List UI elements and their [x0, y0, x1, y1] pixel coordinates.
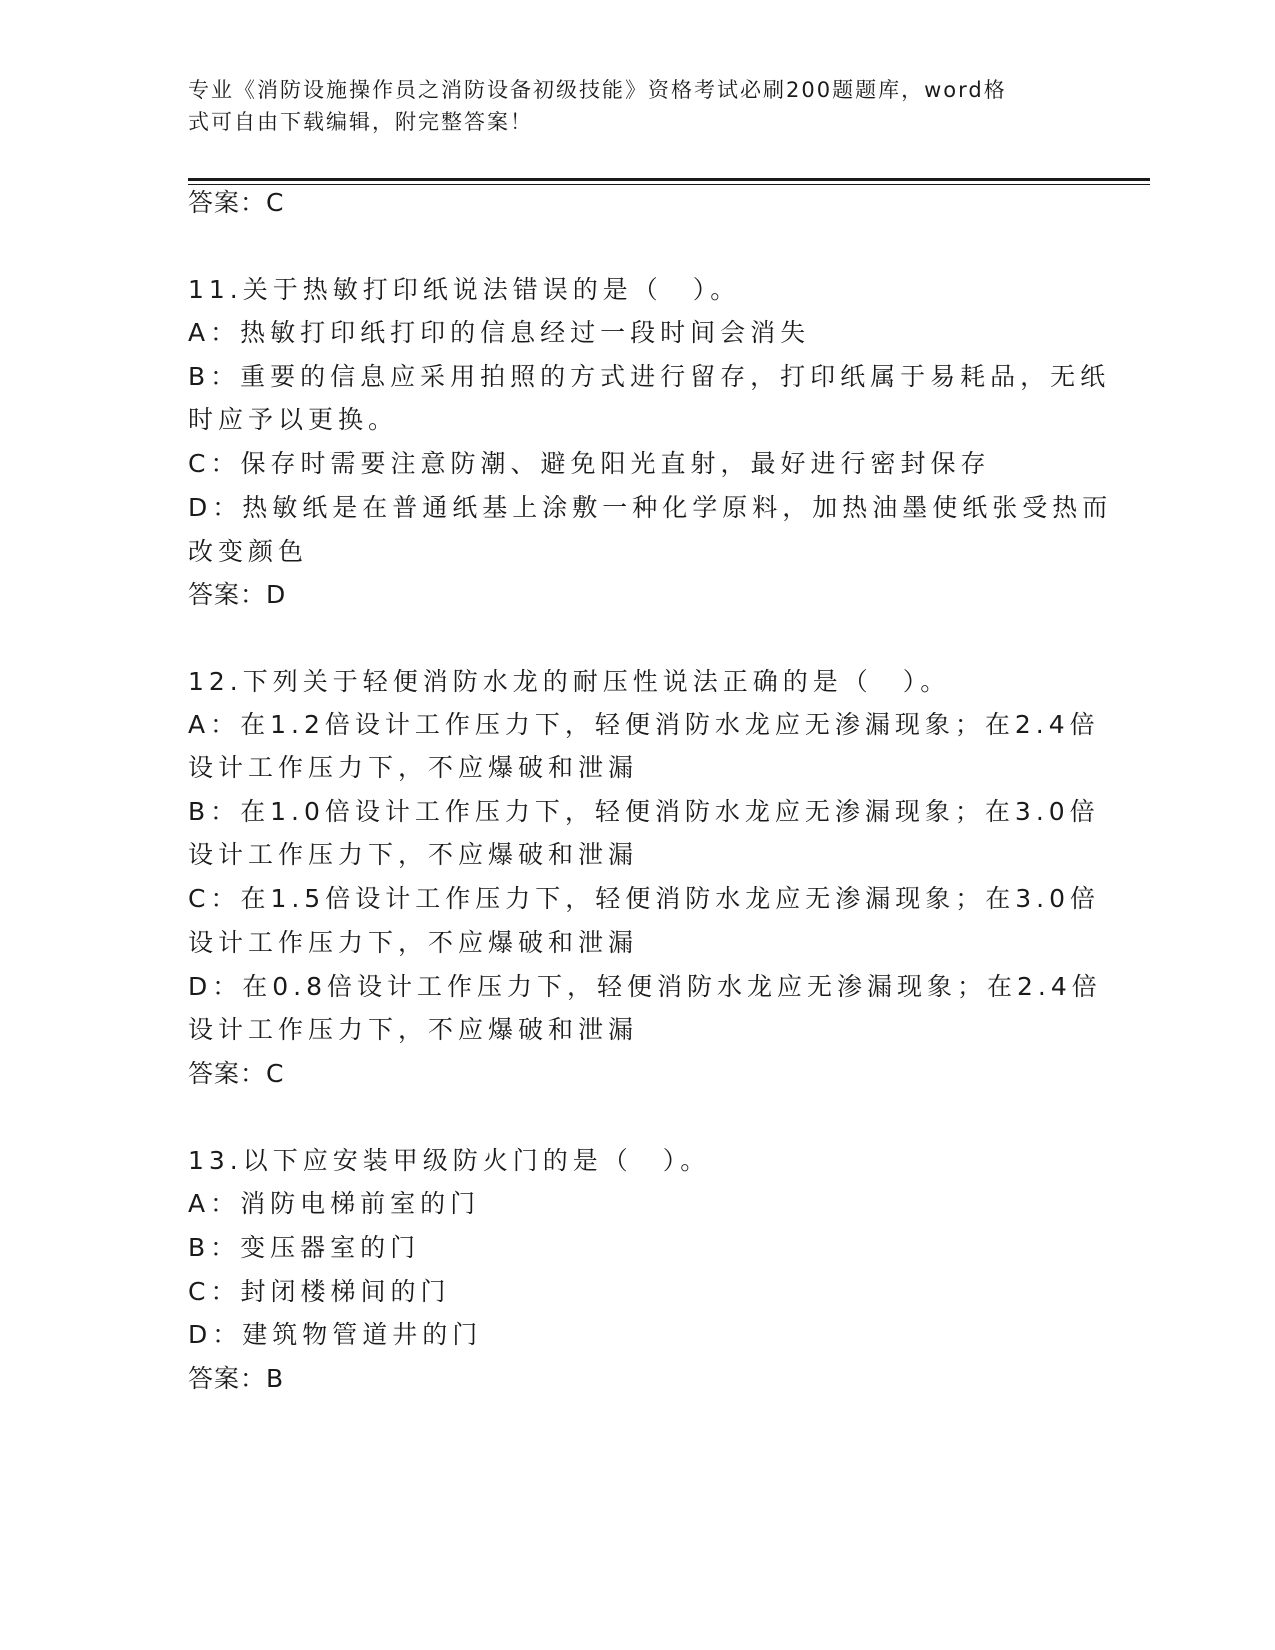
question-12-option-a-line-2: 设计工作压力下，不应爆破和泄漏	[188, 753, 639, 782]
question-11-option-d-line-2: 改变颜色	[188, 537, 309, 566]
document-header	[188, 74, 1058, 138]
question-13-option-d: D：建筑物管道井的门	[188, 1320, 483, 1349]
question-13-option-c: C：封闭楼梯间的门	[188, 1277, 451, 1306]
question-12-option-d-line-1: D：在0.8倍设计工作压力下，轻便消防水龙应无渗漏现象；在2.4倍	[188, 972, 1102, 1001]
question-13-option-a: A：消防电梯前室的门	[188, 1189, 481, 1218]
question-11-answer: 答案：D	[188, 580, 287, 609]
question-11-option-c: C：保存时需要注意防潮、避免阳光直射，最好进行密封保存	[188, 449, 991, 478]
question-11-stem: 11.关于热敏打印纸说法错误的是（ ）。	[188, 275, 741, 304]
question-11-option-a: A：热敏打印纸打印的信息经过一段时间会消失	[188, 318, 811, 347]
question-11-option-b-line-2: 时应予以更换。	[188, 405, 399, 434]
question-11-option-b-line-1: B：重要的信息应采用拍照的方式进行留存，打印纸属于易耗品，无纸	[188, 362, 1111, 391]
question-13-answer: 答案：B	[188, 1364, 285, 1393]
question-13-option-b: B：变压器室的门	[188, 1233, 421, 1262]
header-title-line-1: 专业《消防设施操作员之消防设备初级技能》资格考试必刷200题题库，word格	[188, 78, 1007, 102]
question-11-option-d-line-1: D：热敏纸是在普通纸基上涂敷一种化学原料，加热油墨使纸张受热而	[188, 493, 1113, 522]
header-title-line-2: 式可自由下载编辑，附完整答案！	[188, 110, 533, 134]
question-12-option-b-line-2: 设计工作压力下，不应爆破和泄漏	[188, 840, 639, 869]
question-12-option-c-line-2: 设计工作压力下，不应爆破和泄漏	[188, 928, 639, 957]
question-12-stem: 12.下列关于轻便消防水龙的耐压性说法正确的是（ ）。	[188, 667, 951, 696]
previous-answer: 答案：C	[188, 188, 285, 217]
question-12-option-d-line-2: 设计工作压力下，不应爆破和泄漏	[188, 1015, 639, 1044]
header-divider-thick	[188, 178, 1150, 181]
question-12-option-b-line-1: B：在1.0倍设计工作压力下，轻便消防水龙应无渗漏现象；在3.0倍	[188, 797, 1100, 826]
question-12-option-a-line-1: A：在1.2倍设计工作压力下，轻便消防水龙应无渗漏现象；在2.4倍	[188, 710, 1100, 739]
question-12-answer: 答案：C	[188, 1059, 285, 1088]
header-divider-thin	[188, 184, 1150, 185]
question-13-stem: 13.以下应安装甲级防火门的是（ ）。	[188, 1146, 711, 1175]
question-12-option-c-line-1: C：在1.5倍设计工作压力下，轻便消防水龙应无渗漏现象；在3.0倍	[188, 884, 1100, 913]
